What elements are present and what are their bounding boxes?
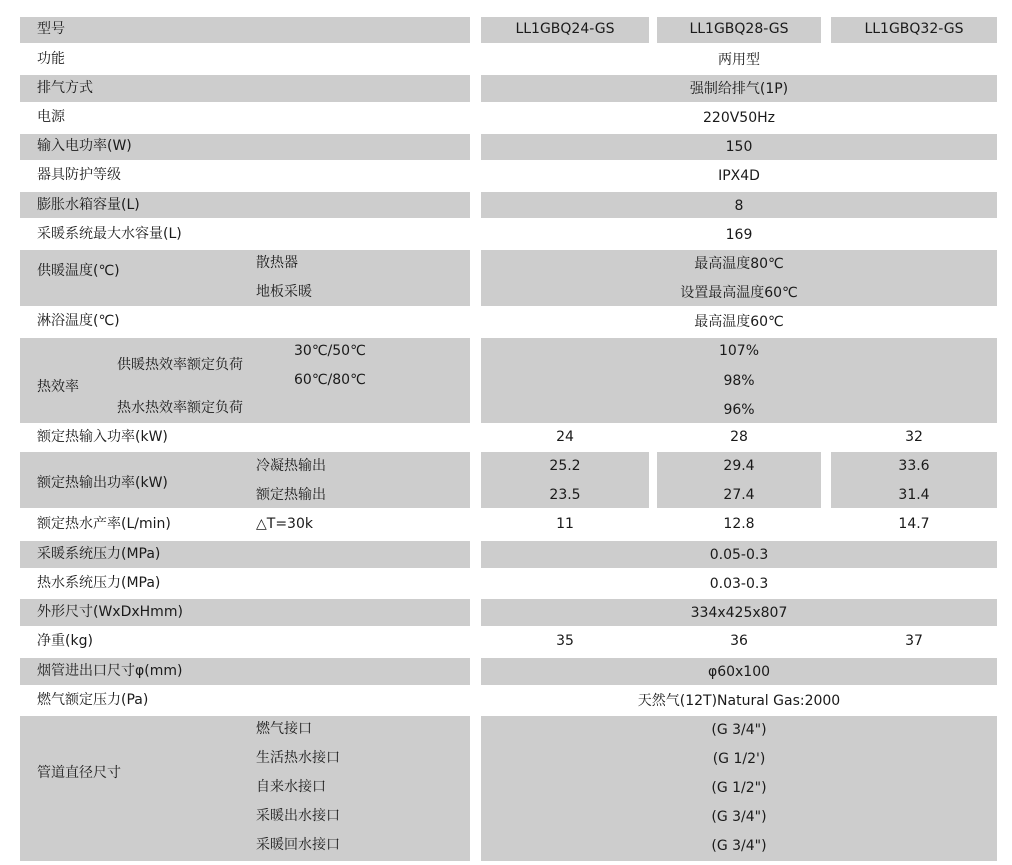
spec-value-heating-pressure: 0.05-0.3 bbox=[709, 547, 769, 563]
spec-value-hot-water-rate: 14.7 bbox=[898, 516, 930, 532]
spec-label-max-water: 采暖系统最大水容量(L) bbox=[37, 226, 182, 242]
spec-sublabel-radiator: 散热器 bbox=[256, 255, 298, 271]
spec-label-function: 功能 bbox=[37, 51, 65, 67]
spec-value-hot-water-rate: 12.8 bbox=[723, 516, 755, 532]
pipe-value: (G 1/2') bbox=[712, 751, 766, 767]
model-name: LL1GBQ28-GS bbox=[689, 21, 789, 37]
spec-label-pipes: 管道直径尺寸 bbox=[37, 765, 121, 781]
spec-value-condensing: 33.6 bbox=[898, 458, 930, 474]
spec-value-expansion-tank: 8 bbox=[734, 198, 744, 214]
spec-label-heating-pressure: 采暖系统压力(MPa) bbox=[37, 546, 161, 562]
spec-label-shower-temp: 淋浴温度(℃) bbox=[37, 313, 120, 329]
spec-sublabel-heating-rated: 供暖热效率额定负荷 bbox=[117, 357, 243, 373]
spec-value-input-power: 150 bbox=[725, 139, 753, 155]
spec-value-max-water: 169 bbox=[725, 227, 753, 243]
pipe-value: (G 3/4") bbox=[711, 722, 767, 738]
pipe-name: 采暖回水接口 bbox=[256, 837, 340, 853]
spec-value-rated-input: 28 bbox=[730, 429, 748, 445]
spec-value-condensing: 29.4 bbox=[723, 458, 755, 474]
spec-value-condensing: 25.2 bbox=[549, 458, 581, 474]
model-name: LL1GBQ24-GS bbox=[515, 21, 615, 37]
spec-label-rated-input: 额定热输入功率(kW) bbox=[37, 429, 168, 445]
spec-label-power: 电源 bbox=[37, 109, 65, 125]
spec-label-gas-pressure: 燃气额定压力(Pa) bbox=[37, 692, 149, 708]
spec-value-flue-size: φ60x100 bbox=[707, 664, 771, 680]
spec-label-protection: 器具防护等级 bbox=[37, 167, 121, 183]
spec-value-efficiency-2: 98% bbox=[723, 373, 755, 389]
pipe-name: 自来水接口 bbox=[256, 779, 326, 795]
spec-value-function: 两用型 bbox=[718, 52, 760, 68]
spec-label-heating-temp: 供暖温度(℃) bbox=[37, 263, 120, 279]
spec-sublabel-rated-output: 额定热输出 bbox=[256, 487, 326, 503]
spec-label-efficiency: 热效率 bbox=[37, 379, 79, 395]
spec-value-rated-input: 32 bbox=[905, 429, 923, 445]
pipe-value: (G 3/4") bbox=[711, 809, 767, 825]
spec-label-exhaust: 排气方式 bbox=[37, 80, 93, 96]
spec-value-hot-water-rate: 11 bbox=[556, 516, 574, 532]
spec-value-net-weight: 35 bbox=[556, 633, 574, 649]
spec-condition-30-50: 30℃/50℃ bbox=[294, 343, 366, 359]
spec-label-hot-water-pressure: 热水系统压力(MPa) bbox=[37, 575, 161, 591]
pipe-name: 采暖出水接口 bbox=[256, 808, 340, 824]
spec-label-rated-output: 额定热输出功率(kW) bbox=[37, 475, 168, 491]
spec-condition-delta-t: △T=30k bbox=[256, 516, 313, 532]
spec-sublabel-condensing: 冷凝热输出 bbox=[256, 458, 326, 474]
spec-value-efficiency-1: 107% bbox=[718, 343, 760, 359]
pipe-value: (G 1/2") bbox=[711, 780, 767, 796]
spec-label-dimensions: 外形尺寸(WxDxHmm) bbox=[37, 604, 183, 620]
spec-value-net-weight: 36 bbox=[730, 633, 748, 649]
spec-value-rated-output: 31.4 bbox=[898, 487, 930, 503]
spec-value-rated-output: 23.5 bbox=[549, 487, 581, 503]
pipe-name: 生活热水接口 bbox=[256, 750, 340, 766]
spec-value-dimensions: 334x425x807 bbox=[690, 605, 788, 621]
spec-label-flue-size: 烟管进出口尺寸φ(mm) bbox=[37, 663, 183, 679]
spec-value-radiator: 最高温度80℃ bbox=[694, 256, 784, 272]
spec-value-rated-input: 24 bbox=[556, 429, 574, 445]
spec-label-hot-water-rate: 额定热水产率(L/min) bbox=[37, 516, 171, 532]
model-name: LL1GBQ32-GS bbox=[864, 21, 964, 37]
spec-value-shower-temp: 最高温度60℃ bbox=[694, 314, 784, 330]
spec-value-gas-pressure: 天然气(12T)Natural Gas:2000 bbox=[637, 693, 841, 709]
spec-value-rated-output: 27.4 bbox=[723, 487, 755, 503]
spec-label-expansion-tank: 膨胀水箱容量(L) bbox=[37, 197, 140, 213]
spec-sublabel-hot-water-rated: 热水热效率额定负荷 bbox=[117, 400, 243, 416]
spec-label-input-power: 输入电功率(W) bbox=[37, 138, 132, 154]
pipe-name: 燃气接口 bbox=[256, 721, 312, 737]
spec-condition-60-80: 60℃/80℃ bbox=[294, 372, 366, 388]
spec-value-protection: IPX4D bbox=[718, 168, 760, 184]
pipe-value: (G 3/4") bbox=[711, 838, 767, 854]
spec-sublabel-floor: 地板采暖 bbox=[256, 284, 312, 300]
spec-value-efficiency-3: 96% bbox=[723, 402, 755, 418]
spec-label-net-weight: 净重(kg) bbox=[37, 633, 93, 649]
spec-value-power: 220V50Hz bbox=[703, 110, 775, 126]
header-label: 型号 bbox=[37, 21, 65, 37]
spec-value-exhaust: 强制给排气(1P) bbox=[689, 81, 789, 97]
spec-value-hot-water-pressure: 0.03-0.3 bbox=[709, 576, 769, 592]
spec-value-net-weight: 37 bbox=[905, 633, 923, 649]
spec-value-floor: 设置最高温度60℃ bbox=[680, 285, 798, 301]
